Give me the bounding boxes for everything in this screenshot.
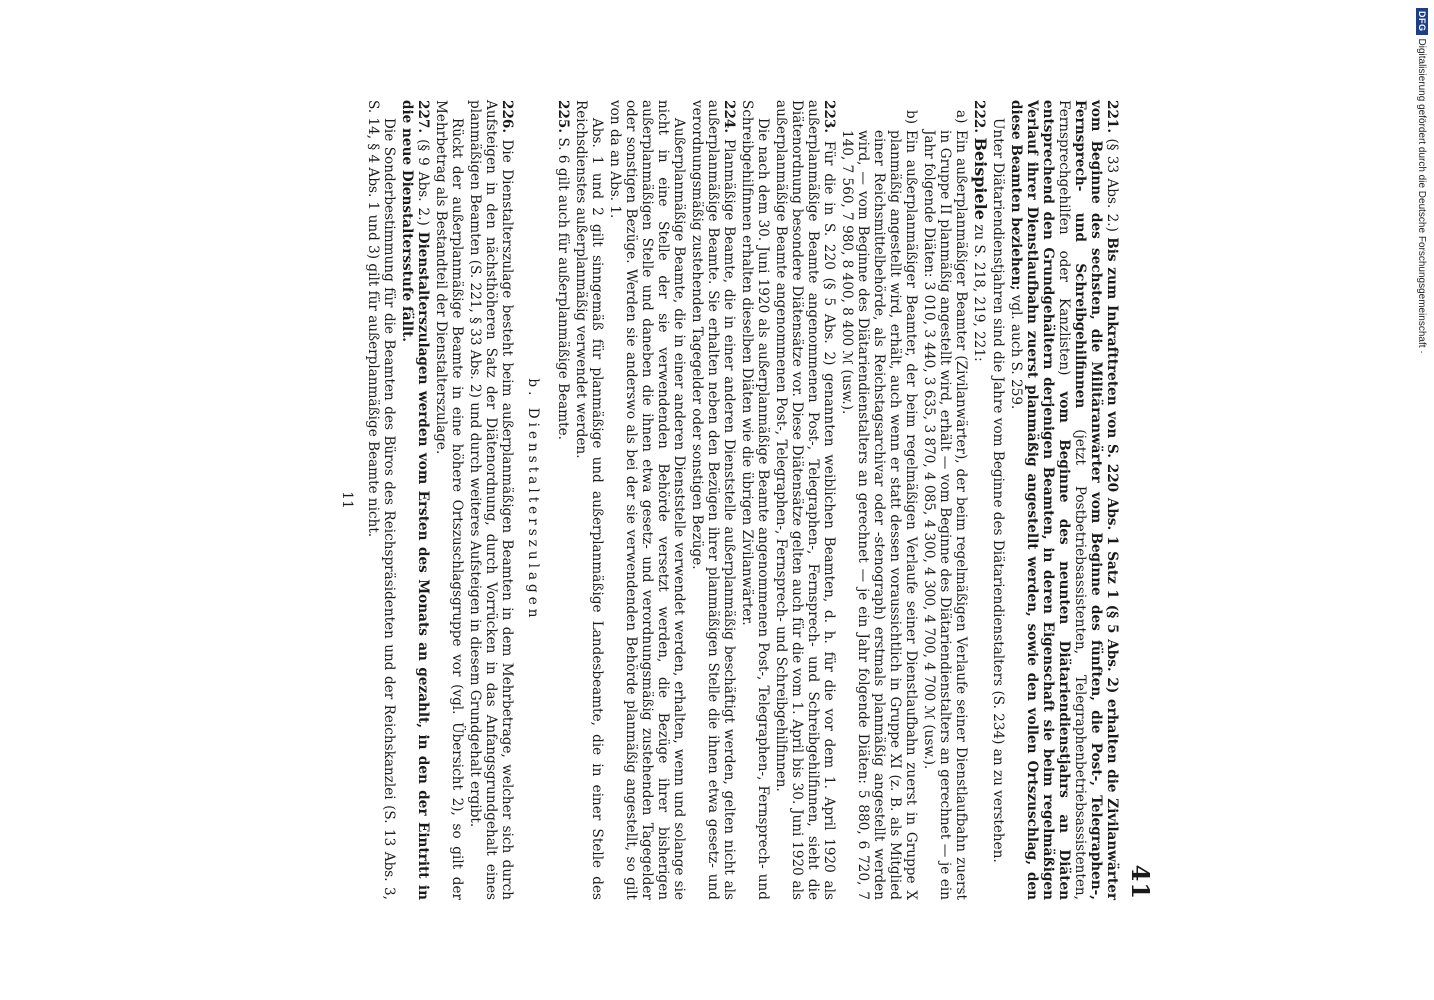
paragraph-bold-text: Bis zum Inkrafttreten von S. 220 Abs. 1 Satz 1 (§ 5 Abs. 2) erhalten die Zivilanwärter vom Beginne des sechsten, die Militäranwärter vom Beginne des fünften, die Post-, Telegraphen-, Fernsprech- und Schreibgehilfinnen	[1072, 100, 1120, 901]
paragraph-223	[773, 100, 837, 900]
paragraph-bold-text: Dienstalterszulagen werden vom Ersten des Monats an gezahlt, in den der Eintritt in die neue Dienstaltersstufe fällt.	[399, 100, 431, 900]
sheet-number: 11	[339, 491, 355, 509]
paragraph-number: 224.	[721, 100, 737, 134]
example-label: b)	[903, 110, 919, 125]
paragraph-reference: (§ 9 Abs. 2.)	[415, 139, 431, 226]
rotated-page-content	[225, 100, 1155, 900]
paragraph-222	[971, 100, 988, 900]
paragraph-number: 226.	[499, 100, 515, 134]
paragraph-text: (jetzt Postbetriebsassistenten, Telegraphenbetriebsassistenten, Fernsprechgehilfen oder Kanzlisten)	[1056, 100, 1088, 901]
paragraph-226-note: Rückt der außerplanmäßige Beamte in eine höhere Ortszuschlagsgruppe vor (vgl. Übersicht 2), so gilt der Mehrbetrag als Bestandteil der Dienstalterszulage.	[433, 100, 465, 900]
dfg-logo: DFG	[1416, 8, 1428, 35]
paragraph-text: S. 6 gilt auch für außerplanmäßige Beamte.	[555, 137, 571, 440]
digitization-text: Digitalisierung gefördert durch die Deutsche Forschungsgemeinschaft ·	[1416, 38, 1428, 354]
digitization-notice	[1410, 8, 1430, 408]
paragraph-number: 222.	[971, 100, 987, 134]
paragraph-text: vgl. auch S. 259.	[1008, 294, 1024, 410]
paragraph-223-note: Die nach dem 30. Juni 1920 als außerplanmäßige Beamte angenommenen Post-, Telegraphen-, Fernsprech- und Schreibgehilfinnen erhalten dieselben Diäten wie die übrigen Zivilanwärter.	[739, 100, 771, 900]
paragraph-227	[399, 100, 431, 900]
paragraph-text: zu S. 218, 219, 221:	[971, 224, 987, 362]
paragraph-224-note: Außerplanmäßige Beamte, die in einer anderen Dienststelle verwendet werden, erhalten, wenn und solange sie nicht in eine Stelle der sie verwendenden Behörde versetzt werden, die Bezüge ihrer bisherigen außerplanmäßigen Stelle und daneben die ihnen etwa gesetz- und verordnungsmäßig zustehenden Tagegelder oder sonstigen Bezüge. Werden sie anderswo als bei der sie verwendenden Behörde planmäßig angestellt, so gilt von da an Abs. 1.	[607, 100, 687, 900]
example-text: Ein außerplanmäßiger Beamter, der beim regelmäßigen Verlaufe seiner Dienstlaufbahn zuerst in Gruppe X planmäßig angestellt wird, erhält, auch wenn er statt dessen voraussichtlich in Gruppe XI (z. B. als Mitglied einer Reichsmittelbehörde, als Reichstagsarchivar oder ‑stenograph) erstmals planmäßig angestellt werden wird, — vom Beginne des Diätariendienstalters an gerechnet — je ein Jahr folgende Diäten: 5 880, 6 720, 7 140, 7 560, 7 980, 8 400, 8 400 ℳ (usw.).	[839, 130, 919, 900]
example-text: Ein außerplanmäßiger Beamter (Zivilanwärter), der beim regelmäßigen Verlaufe seiner Dienstlaufbahn zuerst in Gruppe II planmäßig angestellt wird, erhält — vom Beginne des Diätariendienstalters an gerechnet — je ein Jahr folgende Diäten: 3 010, 3 440, 3 635, 3 870, 4 085, 4 300, 4 300, 4 700, 4 700 ℳ (usw.).	[921, 130, 969, 900]
section-heading: b. Dienstalterszulagen	[525, 378, 541, 622]
paragraph-225	[555, 100, 571, 900]
paragraph-reference: (§ 33 Abs. 2.)	[1104, 138, 1120, 232]
page-number: 41	[1126, 864, 1155, 900]
example-b	[839, 100, 919, 900]
paragraph-221-note: Unter Diätariendienstjahren sind die Jahre vom Beginne des Diätariendienstalters (S. 234) an zu verstehen.	[990, 118, 1006, 863]
paragraph-224	[689, 100, 737, 900]
paragraph-226	[467, 100, 515, 900]
paragraph-text: Die Dienstalterszulage besteht beim außerplanmäßigen Beamten in dem Mehrbetrage, welcher sich durch Aufsteigen in den nächsthöheren Satz der Diätenordnung, durch Vorrücken in das Anfangsgrundgehalt eines planmäßigen Beamten (S. 221, § 33 Abs. 2) und durch weiteres Aufsteigen in diesem Grundgehalt ergibt.	[467, 100, 515, 901]
paragraph-text: Planmäßige Beamte, die in einer anderen Dienststelle außerplanmäßig beschäftigt werden, gelten nicht als außerplanmäßige Beamte. Sie erhalten neben den Bezügen ihrer planmäßigen Stelle die ihnen etwa gesetz- und verordnungsmäßig zustehenden Tagegelder oder sonstigen Bezüge.	[689, 100, 737, 901]
paragraph-224-note-2: Abs. 1 und 2 gilt sinngemäß für planmäßige und außerplanmäßige Landesbeamte, die in einer Stelle des Reichsdienstes außerplanmäßig verwendet werden.	[573, 100, 605, 900]
example-a	[921, 100, 969, 900]
paragraph-number: 227.	[415, 100, 431, 134]
example-label: a)	[953, 110, 969, 124]
paragraph-bold-text: vom Beginne des neunten Diätariendienstjahrs an Diäten entsprechend den Grundgehältern derjenigen Beamten, in deren Eigenschaft sie beim regelmäßigen Verlauf ihrer Dienstlaufbahn zuerst planmäßig angestellt werden, sowie den vollen Ortszuschlag, den diese Beamten beziehen;	[1008, 100, 1072, 901]
paragraph-number: 225.	[555, 100, 571, 134]
paragraph-number: 221.	[1104, 100, 1120, 134]
paragraph-number: 223.	[821, 100, 837, 134]
paragraph-text: Für die in S. 220 (§ 5 Abs. 2) genannten weiblichen Beamten, d. h. für die vor dem 1. April 1920 als außerplanmäßige Beamte angenommenen Post-, Telegraphen-, Fernsprech- und Schreibgehilfinnen, sieht die Diätenordnung besondere Diätensätze vor. Diese Diätensätze gelten auch für die vom 1. April bis 30. Juni 1920 als außerplanmäßige Beamte angenommenen Post-, Telegraphen-, Fernsprech- und Schreibgehilfinnen.	[773, 100, 837, 900]
paragraph-221	[1008, 100, 1120, 900]
paragraph-heading: Beispiele	[971, 137, 990, 220]
paragraph-227-note: Die Sonderbestimmung für die Beamten des Büros des Reichspräsidenten und der Reichskanzlei (S. 13 Abs. 3, S. 14, § 4 Abs. 1 und 3) gilt für außerplanmäßige Beamte nicht.	[365, 100, 397, 900]
